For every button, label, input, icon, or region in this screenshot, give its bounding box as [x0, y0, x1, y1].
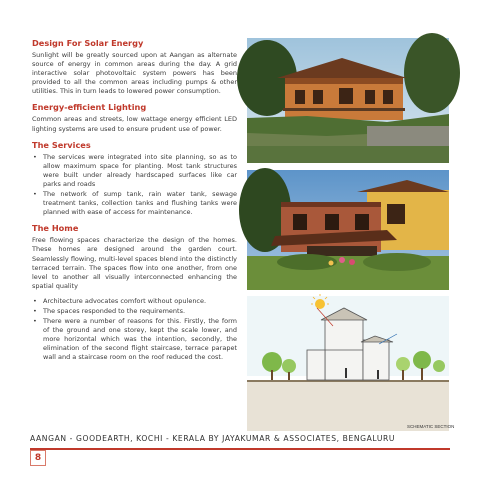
services-bullet-2: • The network of sump tank, rain water tank, sewage treatment tanks, collection tanks and flushing tanks were planned with ease of access for maintenance. [40, 190, 237, 217]
services-bullet-1: • The services were integrated into site planning, so as to allow maximum space for planting. Most tank structures were built under already hardscaped surfaces like car parks and roads [40, 153, 237, 189]
heading-services: The Services [32, 139, 91, 150]
footer-credit: AANGAN - GOODEARTH, KOCHI - KERALA BY JAYAKUMAR & ASSOCIATES, BENGALURU [30, 434, 396, 443]
heading-solar: Design For Solar Energy [32, 38, 144, 48]
text-column [32, 38, 237, 369]
photo-hillside-house-image [247, 38, 449, 163]
photo-hillside-house [247, 38, 449, 163]
photo-brick-house [247, 170, 449, 290]
heading-home: The Home [32, 223, 79, 234]
paragraph-solar: Sunlight will be greatly sourced upon at Aangan as alternate source of energy in common areas during the day. A grid interactive solar photovoltaic system powers has been provided to all the common areas including pumps & other utilities. This in turn leads to lowered power consumption. [32, 51, 237, 96]
schematic-section [247, 296, 455, 431]
page-number: 8 [30, 450, 46, 466]
paragraph-lighting: Common areas and streets, low wattage energy efficient LED lighting systems are used to ensure prudent use of power. [32, 115, 237, 133]
heading-lighting: Energy-efficient Lighting [32, 102, 147, 113]
home-bullet-1: • Architecture advocates comfort without opulence. [40, 297, 237, 306]
sun-icon [315, 299, 325, 309]
paragraph-home: Free flowing spaces characterize the design of the homes. These homes are designed around the garden court. Seamlessly flowing, multi-level spaces blend into the distinctly terraced terrain. The spaces flow into one another, from one level to another all visually interconnected enhancing the spatial quality [32, 236, 237, 290]
home-list [32, 297, 237, 363]
home-bullet-3: • There were a number of reasons for this. Firstly, the form of the ground and one storey, kept the scale lower, and more horizontal which was the intention, secondly, the elimination of the second flight staircase, terrace parapet wall and a staircase room on the roof reduced the cost. [40, 317, 237, 362]
home-bullet-2: • The spaces responded to the requirements. [40, 307, 237, 316]
photo-brick-house-image [247, 170, 449, 290]
footer-rule [30, 448, 450, 450]
schematic-section-drawing [247, 296, 455, 431]
services-list [32, 153, 237, 218]
section-caption: SCHEMATIC SECTION [407, 424, 455, 429]
